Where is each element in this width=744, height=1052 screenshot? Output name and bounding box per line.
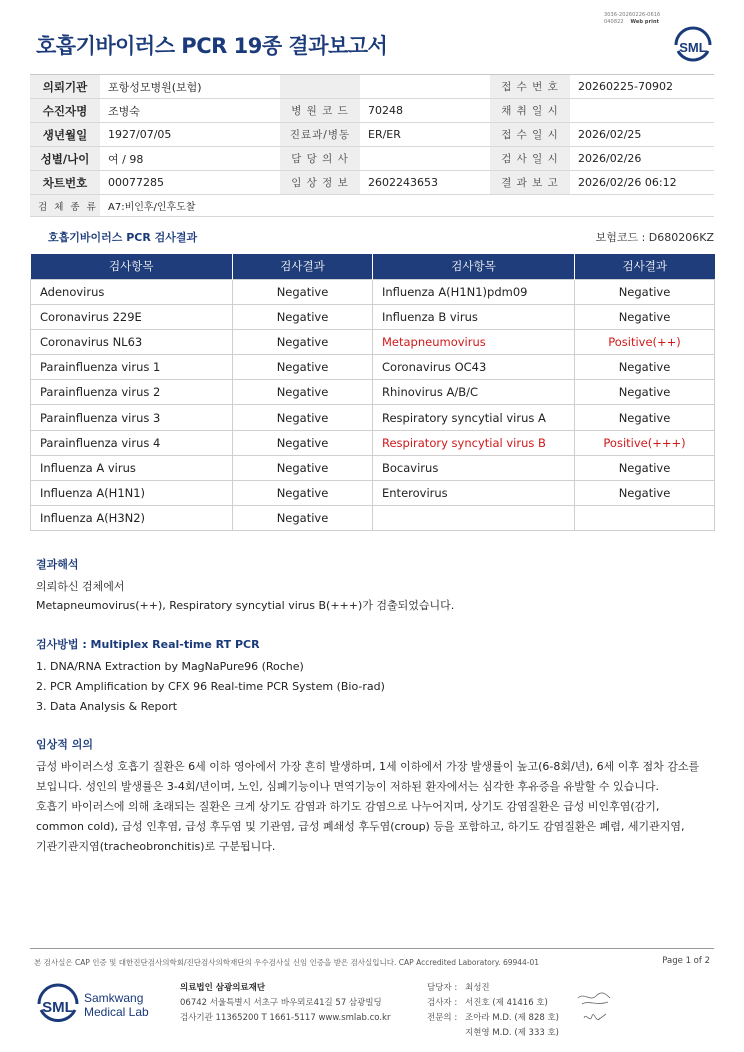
header-result-2: 검사결과 [575,254,715,279]
test-item: Respiratory syncytial virus B [373,430,575,455]
test-item: Bocavirus [373,455,575,480]
test-result: Negative [233,329,373,354]
result-row [31,430,715,455]
insurance-code: 보험코드 : D680206KZ [595,231,714,244]
test-result: Negative [575,455,715,480]
test-result: Negative [233,355,373,380]
signer-key: 전문의 : [427,1013,458,1023]
test-result: Negative [233,455,373,480]
test-item: Parainfluenza virus 3 [31,405,233,430]
patient-label: 접 수 일 시 [490,123,570,147]
patient-value: 2602243653 [360,171,490,195]
patient-label: 성별/나이 [30,147,100,171]
result-row [31,405,715,430]
web-print-label: Web print [630,19,660,25]
results-table [30,254,715,531]
signer-value: 서진호 (제 41416 호) [465,998,548,1008]
patient-label: 병 원 코 드 [280,99,360,123]
interpretation-line-1: 의뢰하신 검체에서 [36,580,125,593]
test-result: Negative [233,481,373,506]
samkwang-logo-sml: SML [42,999,74,1016]
interpretation-line-2: Metapneumovirus(++), Respiratory syncytial virus B(+++)가 검출되었습니다. [36,599,455,612]
patient-info-row [30,123,714,147]
test-item: Parainfluenza virus 1 [31,355,233,380]
test-item: Influenza A(H1N1) [31,481,233,506]
clinical-line-3: 호흡기 바이러스에 의해 초래되는 질환은 크게 상기도 감염과 하기도 감염으로 나누어지며, 상기도 감염질환은 급성 비인후염(감기, [36,800,660,813]
clinical-title: 임상적 의의 [36,738,93,751]
test-item [373,506,575,531]
results-section-title: 호흡기바이러스 PCR 검사결과 [48,231,198,244]
method-title: 검사방법 : Multiplex Real-time RT PCR [36,638,260,651]
patient-value: 70248 [360,99,490,123]
clinical-line-4: common cold), 급성 인후염, 급성 후두염 및 기관염, 급성 폐쇄성 후두염(croup) 등을 포함하고, 하기도 감염질환은 폐렴, 세기관지염, [36,820,685,833]
result-row [31,506,715,531]
results-header-row [31,254,715,279]
patient-label: 검 사 일 시 [490,147,570,171]
foundation-address: 06742 서울특별시 서초구 바우뫼로41길 57 삼광빌딩 [180,998,382,1008]
result-row [31,481,715,506]
result-row [31,304,715,329]
cap-notice: 본 검사실은 CAP 인증 및 대한진단검사의학회/진단검사의학재단의 우수검사실 신임 인증을 받은 검사실입니다. CAP Accredited Laboratory. 69944-01 [34,958,540,967]
patient-label: 의뢰기관 [30,75,100,99]
foundation-info [180,981,390,1026]
foundation-contact: 검사기관 11365200 T 1661-5117 www.smlab.co.kr [180,1013,391,1023]
specimen-label: 검 체 종 류 [30,195,100,217]
patient-info-row [30,99,714,123]
patient-info-row [30,171,714,195]
test-item: Coronavirus NL63 [31,329,233,354]
test-item: Coronavirus 229E [31,304,233,329]
interpretation-title: 결과해석 [36,558,79,571]
result-row [31,355,715,380]
patient-value: 여 / 98 [100,147,280,171]
report-code [604,12,660,26]
test-result: Negative [575,355,715,380]
patient-value [360,75,490,99]
signer-key: 검사자 : [427,998,458,1008]
result-row [31,380,715,405]
test-result: Negative [575,279,715,304]
patient-info-table [30,74,714,217]
sml-logo-text: SML [679,40,707,55]
footer-divider [30,948,714,949]
test-item: Parainfluenza virus 2 [31,380,233,405]
test-item: Metapneumovirus [373,329,575,354]
patient-label: 임 상 정 보 [280,171,360,195]
test-item: Respiratory syncytial virus A [373,405,575,430]
patient-info-row [30,147,714,171]
patient-label [280,75,360,99]
test-result: Negative [575,304,715,329]
test-item: Adenovirus [31,279,233,304]
test-result: Negative [575,380,715,405]
test-item: Influenza A virus [31,455,233,480]
patient-info-row [30,75,714,99]
test-item: Enterovirus [373,481,575,506]
result-row [31,455,715,480]
method-step-3: 3. Data Analysis & Report [36,700,178,713]
patient-value: 포항성모병원(보험) [100,75,280,99]
test-result [575,506,715,531]
clinical-line-5: 기관기관지염(tracheobronchitis)로 구분됩니다. [36,840,276,853]
clinical-line-2: 보입니다. 성인의 발생률은 3-4회/년이며, 노인, 심폐기능이나 면역기능이 저하된 환자에서는 심각한 후유증을 유발할 수 있습니다. [36,780,660,793]
patient-value: 2026/02/25 [570,123,714,147]
result-row [31,329,715,354]
clinical-line-1: 급성 바이러스성 호흡기 질환은 6세 이하 영아에서 가장 흔히 발생하며, 1세 이하에서 가장 발생률이 높고(6-8회/년), 6세 이후 점차 감소를 [36,760,700,773]
test-result: Positive(++) [575,329,715,354]
test-result: Negative [233,430,373,455]
signer-value: 지현영 M.D. (제 333 호) [465,1028,560,1038]
patient-value: 2026/02/26 [570,147,714,171]
test-item: Coronavirus OC43 [373,355,575,380]
samkwang-logo-line1: Samkwang [84,991,144,1005]
test-item: Parainfluenza virus 4 [31,430,233,455]
samkwang-logo-line2: Medical Lab [84,1005,149,1019]
patient-value: 00077285 [100,171,280,195]
test-item: Rhinovirus A/B/C [373,380,575,405]
specimen-value: A7:비인후/인후도찰 [100,195,714,217]
patient-label: 결 과 보 고 [490,171,570,195]
sml-logo [670,25,716,65]
signer-key [427,1026,465,1041]
clinical-section [36,736,716,857]
patient-label: 진료과/병동 [280,123,360,147]
test-result: Negative [233,279,373,304]
patient-value: ER/ER [360,123,490,147]
signer-key: 담당자 : [427,983,458,993]
foundation-name: 의료법인 삼광의료재단 [180,983,266,993]
patient-label: 차트번호 [30,171,100,195]
signer-value: 최성진 [465,983,490,993]
patient-label: 수진자명 [30,99,100,123]
patient-value [360,147,490,171]
patient-label: 생년월일 [30,123,100,147]
test-result: Negative [233,380,373,405]
patient-value: 조병숙 [100,99,280,123]
method-section [36,636,385,717]
test-result: Negative [233,405,373,430]
result-row [31,279,715,304]
patient-label: 접 수 번 호 [490,75,570,99]
report-code-line2: 040822 [604,19,624,25]
test-result: Negative [575,481,715,506]
signers [427,981,559,1041]
method-step-1: 1. DNA/RNA Extraction by MagNaPure96 (Roche) [36,660,304,673]
patient-value: 1927/07/05 [100,123,280,147]
test-result: Negative [233,304,373,329]
report-title: 호흡기바이러스 PCR 19종 결과보고서 [36,34,388,58]
test-result: Positive(+++) [575,430,715,455]
test-item: Influenza B virus [373,304,575,329]
patient-value: 2026/02/26 06:12 [570,171,714,195]
header-result-1: 검사결과 [233,254,373,279]
test-result: Negative [575,405,715,430]
specimen-row [30,195,714,217]
header-test-item-2: 검사항목 [373,254,575,279]
test-result: Negative [233,506,373,531]
interpretation-section [36,556,454,615]
patient-value: 20260225-70902 [570,75,714,99]
test-item: Influenza A(H3N2) [31,506,233,531]
patient-label: 담 당 의 사 [280,147,360,171]
signer-value: 조아라 M.D. (제 828 호) [465,1013,560,1023]
patient-value [570,99,714,123]
samkwang-logo [36,980,156,1028]
signature-image [574,990,614,1028]
page-number: Page 1 of 2 [662,956,710,966]
test-item: Influenza A(H1N1)pdm09 [373,279,575,304]
report-code-line1: 3036-20260226-0616 [604,12,661,18]
patient-label: 채 취 일 시 [490,99,570,123]
header-test-item-1: 검사항목 [31,254,233,279]
method-step-2: 2. PCR Amplification by CFX 96 Real-time PCR System (Bio-rad) [36,680,385,693]
